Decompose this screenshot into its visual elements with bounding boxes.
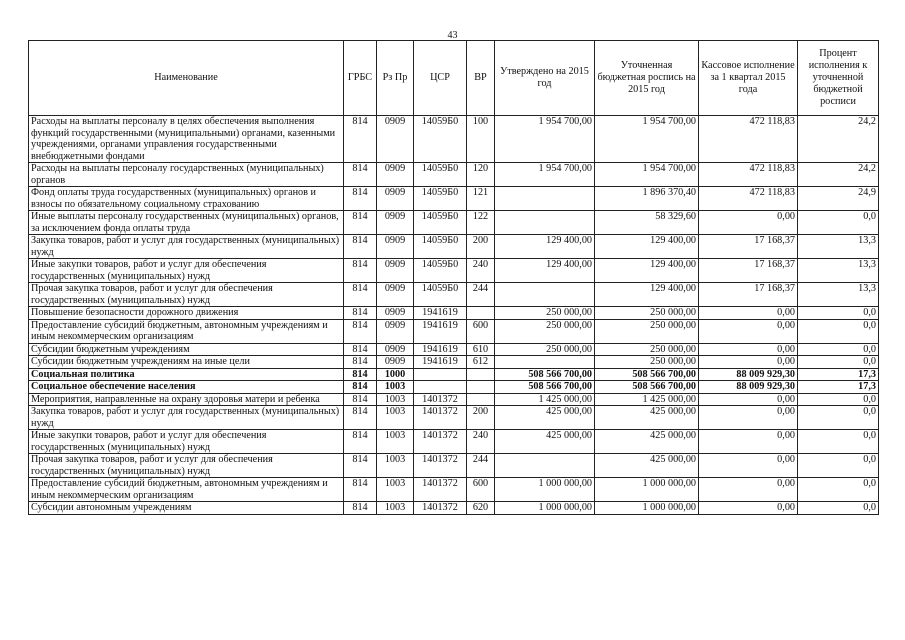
cell-csr: 1941619 [414, 307, 467, 320]
cell-cash: 0,00 [699, 343, 798, 356]
cell-csr: 1941619 [414, 319, 467, 343]
header-grbs: ГРБС [344, 41, 377, 116]
cell-approved: 1 000 000,00 [495, 502, 595, 515]
cell-approved: 1 425 000,00 [495, 393, 595, 406]
cell-approved: 425 000,00 [495, 406, 595, 430]
cell-grbs: 814 [344, 283, 377, 307]
header-cash: Кассовое исполнение за 1 квартал 2015 года [699, 41, 798, 116]
header-refined: Уточненная бюджетная роспись на 2015 год [595, 41, 699, 116]
cell-csr: 14059Б0 [414, 259, 467, 283]
cell-name: Расходы на выплаты персоналу государственных (муниципальных) органов [29, 163, 344, 187]
cell-cash: 88 009 929,30 [699, 368, 798, 381]
cell-name: Предоставление субсидий бюджетным, автономным учреждениям и иным некоммерческим организациям [29, 319, 344, 343]
cell-percent: 0,0 [798, 343, 879, 356]
table-row [29, 235, 879, 259]
cell-rzpr: 1003 [377, 406, 414, 430]
cell-vr: 121 [467, 187, 495, 211]
cell-approved [495, 211, 595, 235]
cell-name: Закупка товаров, работ и услуг для государственных (муниципальных) нужд [29, 235, 344, 259]
cell-name: Иные закупки товаров, работ и услуг для обеспечения государственных (муниципальных) нужд [29, 259, 344, 283]
cell-vr: 240 [467, 259, 495, 283]
cell-percent: 24,9 [798, 187, 879, 211]
page-number: 43 [447, 30, 458, 41]
cell-percent: 0,0 [798, 478, 879, 502]
cell-cash: 17 168,37 [699, 259, 798, 283]
cell-refined: 58 329,60 [595, 211, 699, 235]
cell-refined: 1 954 700,00 [595, 116, 699, 163]
cell-percent: 17,3 [798, 368, 879, 381]
cell-approved: 508 566 700,00 [495, 368, 595, 381]
table-row [29, 368, 879, 381]
table-row [29, 406, 879, 430]
cell-grbs: 814 [344, 307, 377, 320]
cell-vr: 244 [467, 283, 495, 307]
table-row [29, 211, 879, 235]
cell-percent: 0,0 [798, 211, 879, 235]
cell-percent: 0,0 [798, 430, 879, 454]
cell-refined: 508 566 700,00 [595, 381, 699, 394]
cell-approved: 1 954 700,00 [495, 116, 595, 163]
cell-approved [495, 187, 595, 211]
cell-rzpr: 0909 [377, 259, 414, 283]
cell-cash: 0,00 [699, 211, 798, 235]
cell-approved [495, 283, 595, 307]
cell-cash: 0,00 [699, 406, 798, 430]
cell-rzpr: 1003 [377, 502, 414, 515]
cell-vr: 244 [467, 454, 495, 478]
cell-approved: 508 566 700,00 [495, 381, 595, 394]
cell-vr: 620 [467, 502, 495, 515]
cell-approved: 250 000,00 [495, 307, 595, 320]
cell-rzpr: 1000 [377, 368, 414, 381]
cell-percent: 13,3 [798, 283, 879, 307]
cell-csr [414, 381, 467, 394]
cell-csr [414, 368, 467, 381]
cell-refined: 425 000,00 [595, 430, 699, 454]
cell-percent: 17,3 [798, 381, 879, 394]
table-row [29, 116, 879, 163]
cell-cash: 472 118,83 [699, 116, 798, 163]
cell-name: Субсидии бюджетным учреждениям [29, 343, 344, 356]
cell-refined: 250 000,00 [595, 319, 699, 343]
cell-refined: 508 566 700,00 [595, 368, 699, 381]
cell-csr: 1401372 [414, 502, 467, 515]
cell-name: Иные закупки товаров, работ и услуг для обеспечения государственных (муниципальных) нужд [29, 430, 344, 454]
cell-refined: 250 000,00 [595, 307, 699, 320]
cell-percent: 0,0 [798, 502, 879, 515]
cell-rzpr: 0909 [377, 343, 414, 356]
cell-grbs: 814 [344, 116, 377, 163]
cell-percent: 0,0 [798, 454, 879, 478]
cell-vr: 240 [467, 430, 495, 454]
cell-approved [495, 356, 595, 369]
cell-refined: 1 896 370,40 [595, 187, 699, 211]
cell-approved [495, 454, 595, 478]
cell-vr: 600 [467, 478, 495, 502]
table-row [29, 307, 879, 320]
cell-vr: 100 [467, 116, 495, 163]
cell-cash: 0,00 [699, 356, 798, 369]
cell-vr [467, 381, 495, 394]
cell-cash: 17 168,37 [699, 235, 798, 259]
cell-cash: 0,00 [699, 502, 798, 515]
cell-cash: 0,00 [699, 430, 798, 454]
cell-name: Предоставление субсидий бюджетным, автономным учреждениям и иным некоммерческим организациям [29, 478, 344, 502]
cell-rzpr: 1003 [377, 393, 414, 406]
table-row [29, 478, 879, 502]
cell-approved: 250 000,00 [495, 319, 595, 343]
cell-rzpr: 1003 [377, 381, 414, 394]
cell-refined: 425 000,00 [595, 454, 699, 478]
cell-rzpr: 0909 [377, 211, 414, 235]
header-name: Наименование [29, 41, 344, 116]
cell-percent: 24,2 [798, 163, 879, 187]
table-row [29, 283, 879, 307]
cell-rzpr: 0909 [377, 163, 414, 187]
cell-approved: 129 400,00 [495, 259, 595, 283]
table-row [29, 393, 879, 406]
header-vr: ВР [467, 41, 495, 116]
cell-refined: 129 400,00 [595, 259, 699, 283]
cell-csr: 1401372 [414, 393, 467, 406]
cell-name: Прочая закупка товаров, работ и услуг для обеспечения государственных (муниципальных) нужд [29, 283, 344, 307]
cell-vr: 120 [467, 163, 495, 187]
cell-grbs: 814 [344, 319, 377, 343]
cell-approved: 425 000,00 [495, 430, 595, 454]
cell-csr: 1401372 [414, 454, 467, 478]
cell-percent: 0,0 [798, 307, 879, 320]
cell-rzpr: 0909 [377, 235, 414, 259]
cell-approved: 1 954 700,00 [495, 163, 595, 187]
cell-cash: 0,00 [699, 319, 798, 343]
cell-grbs: 814 [344, 502, 377, 515]
cell-csr: 14059Б0 [414, 116, 467, 163]
cell-refined: 1 954 700,00 [595, 163, 699, 187]
cell-vr [467, 368, 495, 381]
cell-rzpr: 0909 [377, 116, 414, 163]
table-row [29, 259, 879, 283]
cell-grbs: 814 [344, 211, 377, 235]
table-row [29, 356, 879, 369]
cell-rzpr: 1003 [377, 454, 414, 478]
table-row [29, 163, 879, 187]
cell-csr: 14059Б0 [414, 187, 467, 211]
cell-name: Фонд оплаты труда государственных (муниципальных) органов и взносы по обязательному социальному страхованию [29, 187, 344, 211]
header-percent: Процент исполнения к уточненной бюджетной росписи [798, 41, 879, 116]
cell-approved: 1 000 000,00 [495, 478, 595, 502]
cell-grbs: 814 [344, 187, 377, 211]
cell-grbs: 814 [344, 393, 377, 406]
cell-percent: 0,0 [798, 356, 879, 369]
cell-cash: 88 009 929,30 [699, 381, 798, 394]
cell-vr [467, 393, 495, 406]
cell-name: Мероприятия, направленные на охрану здоровья матери и ребенка [29, 393, 344, 406]
cell-grbs: 814 [344, 343, 377, 356]
cell-grbs: 814 [344, 478, 377, 502]
cell-percent: 13,3 [798, 235, 879, 259]
table-row [29, 319, 879, 343]
table-row [29, 343, 879, 356]
cell-csr: 14059Б0 [414, 235, 467, 259]
header-rzpr: Рз Пр [377, 41, 414, 116]
cell-rzpr: 0909 [377, 283, 414, 307]
header-csr: ЦСР [414, 41, 467, 116]
cell-rzpr: 1003 [377, 430, 414, 454]
cell-grbs: 814 [344, 368, 377, 381]
cell-refined: 129 400,00 [595, 283, 699, 307]
cell-csr: 1401372 [414, 478, 467, 502]
cell-rzpr: 0909 [377, 187, 414, 211]
cell-name: Прочая закупка товаров, работ и услуг для обеспечения государственных (муниципальных) нужд [29, 454, 344, 478]
cell-name: Субсидии автономным учреждениям [29, 502, 344, 515]
cell-name: Субсидии бюджетным учреждениям на иные цели [29, 356, 344, 369]
cell-grbs: 814 [344, 406, 377, 430]
cell-csr: 1401372 [414, 430, 467, 454]
cell-name: Иные выплаты персоналу государственных (муниципальных) органов, за исключением фонда оплаты труда [29, 211, 344, 235]
cell-csr: 14059Б0 [414, 211, 467, 235]
cell-rzpr: 0909 [377, 319, 414, 343]
cell-cash: 472 118,83 [699, 187, 798, 211]
cell-refined: 1 000 000,00 [595, 502, 699, 515]
cell-cash: 472 118,83 [699, 163, 798, 187]
cell-csr: 14059Б0 [414, 283, 467, 307]
cell-name: Социальное обеспечение населения [29, 381, 344, 394]
cell-percent: 24,2 [798, 116, 879, 163]
cell-name: Повышение безопасности дорожного движения [29, 307, 344, 320]
cell-approved: 250 000,00 [495, 343, 595, 356]
cell-vr: 122 [467, 211, 495, 235]
cell-vr: 200 [467, 235, 495, 259]
cell-refined: 1 425 000,00 [595, 393, 699, 406]
table-row [29, 187, 879, 211]
cell-vr: 600 [467, 319, 495, 343]
header-approved: Утверждено на 2015 год [495, 41, 595, 116]
cell-percent: 0,0 [798, 393, 879, 406]
cell-grbs: 814 [344, 381, 377, 394]
cell-refined: 250 000,00 [595, 343, 699, 356]
cell-csr: 14059Б0 [414, 163, 467, 187]
cell-grbs: 814 [344, 163, 377, 187]
cell-cash: 0,00 [699, 307, 798, 320]
cell-name: Закупка товаров, работ и услуг для государственных (муниципальных) нужд [29, 406, 344, 430]
cell-name: Социальная политика [29, 368, 344, 381]
cell-vr: 200 [467, 406, 495, 430]
table-header [29, 41, 879, 116]
cell-csr: 1401372 [414, 406, 467, 430]
cell-cash: 17 168,37 [699, 283, 798, 307]
cell-grbs: 814 [344, 259, 377, 283]
table-row [29, 381, 879, 394]
cell-vr [467, 307, 495, 320]
cell-cash: 0,00 [699, 393, 798, 406]
cell-cash: 0,00 [699, 478, 798, 502]
cell-percent: 0,0 [798, 319, 879, 343]
budget-table [28, 40, 879, 515]
cell-grbs: 814 [344, 454, 377, 478]
table-body [29, 116, 879, 515]
cell-refined: 425 000,00 [595, 406, 699, 430]
cell-csr: 1941619 [414, 343, 467, 356]
cell-vr: 612 [467, 356, 495, 369]
cell-grbs: 814 [344, 430, 377, 454]
table-row [29, 430, 879, 454]
cell-percent: 13,3 [798, 259, 879, 283]
cell-refined: 129 400,00 [595, 235, 699, 259]
cell-percent: 0,0 [798, 406, 879, 430]
cell-grbs: 814 [344, 235, 377, 259]
cell-approved: 129 400,00 [495, 235, 595, 259]
cell-refined: 250 000,00 [595, 356, 699, 369]
cell-vr: 610 [467, 343, 495, 356]
cell-rzpr: 0909 [377, 356, 414, 369]
cell-rzpr: 1003 [377, 478, 414, 502]
cell-csr: 1941619 [414, 356, 467, 369]
cell-name: Расходы на выплаты персоналу в целях обеспечения выполнения функций государственными (муниципальными) органами, казенными учреждениями, органами управления государственными внебюджетными фондами [29, 116, 344, 163]
cell-rzpr: 0909 [377, 307, 414, 320]
cell-refined: 1 000 000,00 [595, 478, 699, 502]
cell-grbs: 814 [344, 356, 377, 369]
table-row [29, 502, 879, 515]
cell-cash: 0,00 [699, 454, 798, 478]
table-row [29, 454, 879, 478]
